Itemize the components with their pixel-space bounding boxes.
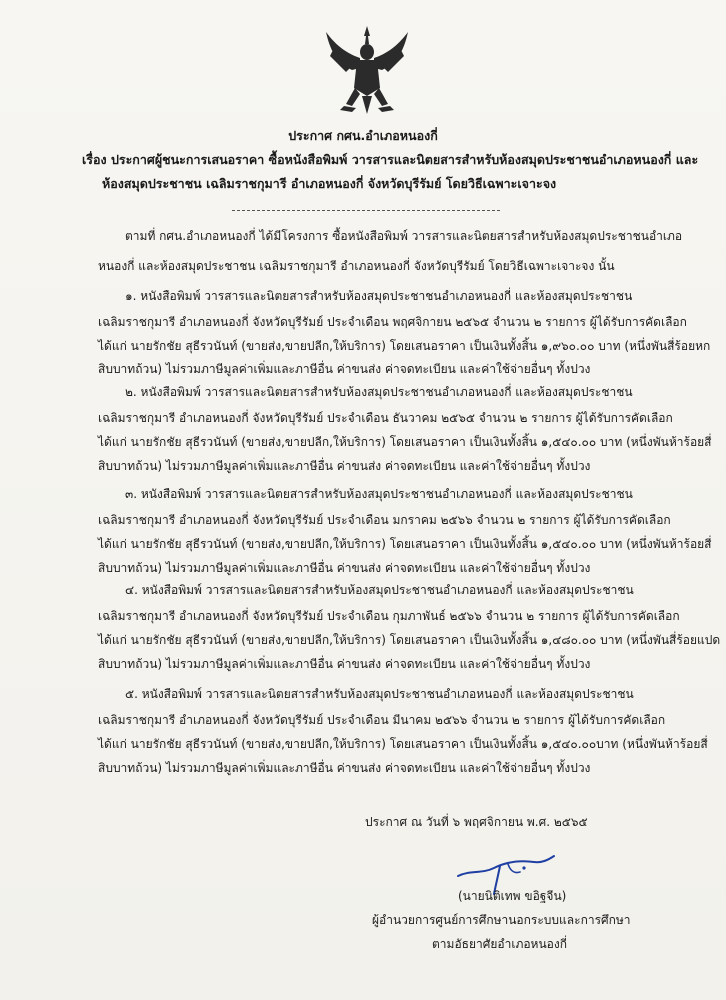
- item-line: เฉลิมราชกุมารี อำเภอหนองกี่ จังหวัดบุรีรัมย์ ประจำเดือน กุมภาพันธ์ ๒๕๖๖ จำนวน ๒ รายการ ผู้ได้รับการคัดเลือก: [98, 609, 680, 623]
- item-line: ๒. หนังสือพิมพ์ วารสารและนิตยสารสำหรับห้องสมุดประชาชนอำเภอหนองกี่ และห้องสมุดประชาชน: [125, 385, 633, 399]
- item-line: ได้แก่ นายรักชัย สุธีรวนันท์ (ขายส่ง,ขายปลีก,ให้บริการ) โดยเสนอราคา เป็นเงินทั้งสิ้น ๑,๕๔๐.๐๐ บาท (หนึ่งพันห้าร้อยสี่: [98, 537, 712, 551]
- subject-line-2: ห้องสมุดประชาชน เฉลิมราชกุมารี อำเภอหนองกี่ จังหวัดบุรีรัมย์ โดยวิธีเฉพาะเจาะจง: [102, 176, 557, 191]
- item-line: สิบบาทถ้วน) ไม่รวมภาษีมูลค่าเพิ่มและภาษีอื่น ค่าขนส่ง ค่าจดทะเบียน และค่าใช้จ่ายอื่นๆ ทั้งปวง: [98, 459, 591, 473]
- issuer-title: ประกาศ กศน.อำเภอหนองกี่: [288, 128, 438, 143]
- item-line: ได้แก่ นายรักชัย สุธีรวนันท์ (ขายส่ง,ขายปลีก,ให้บริการ) โดยเสนอราคา เป็นเงินทั้งสิ้น ๑,๕๔๐.๐๐ บาท (หนึ่งพันห้าร้อยสี่: [98, 435, 712, 449]
- item-line: สิบบาทถ้วน) ไม่รวมภาษีมูลค่าเพิ่มและภาษีอื่น ค่าขนส่ง ค่าจดทะเบียน และค่าใช้จ่ายอื่นๆ ทั้งปวง: [98, 657, 591, 671]
- announce-date: ประกาศ ณ วันที่ ๖ พฤศจิกายน พ.ศ. ๒๕๖๕: [365, 815, 588, 829]
- item-line: ๑. หนังสือพิมพ์ วารสารและนิตยสารสำหรับห้องสมุดประชาชนอำเภอหนองกี่ และห้องสมุดประชาชน: [125, 289, 633, 303]
- intro-line-2: หนองกี่ และห้องสมุดประชาชน เฉลิมราชกุมารี อำเภอหนองกี่ จังหวัดบุรีรัมย์ โดยวิธีเฉพาะเจาะจง นั้น: [98, 259, 615, 273]
- garuda-emblem-icon: [322, 22, 412, 122]
- item-line: ๓. หนังสือพิมพ์ วารสารและนิตยสารสำหรับห้องสมุดประชาชนอำเภอหนองกี่ และห้องสมุดประชาชน: [125, 487, 633, 501]
- item-line: เฉลิมราชกุมารี อำเภอหนองกี่ จังหวัดบุรีรัมย์ ประจำเดือน มีนาคม ๒๕๖๖ จำนวน ๒ รายการ ผู้ได้รับการคัดเลือก: [98, 713, 666, 727]
- item-line: สิบบาทถ้วน) ไม่รวมภาษีมูลค่าเพิ่มและภาษีอื่น ค่าขนส่ง ค่าจดทะเบียน และค่าใช้จ่ายอื่นๆ ทั้งปวง: [98, 761, 591, 775]
- item-line: เฉลิมราชกุมารี อำเภอหนองกี่ จังหวัดบุรีรัมย์ ประจำเดือน มกราคม ๒๕๖๖ จำนวน ๒ รายการ ผู้ได้รับการคัดเลือก: [98, 513, 671, 527]
- item-line: ได้แก่ นายรักชัย สุธีรวนันท์ (ขายส่ง,ขายปลีก,ให้บริการ) โดยเสนอราคา เป็นเงินทั้งสิ้น ๑,๙๖๐.๐๐ บาท (หนึ่งพันสี่ร้อยหก: [98, 339, 711, 353]
- item-line: ได้แก่ นายรักชัย สุธีรวนันท์ (ขายส่ง,ขายปลีก,ให้บริการ) โดยเสนอราคา เป็นเงินทั้งสิ้น ๑,๔๘๐.๐๐ บาท (หนึ่งพันสี่ร้อยแปด: [98, 633, 721, 647]
- item-line: ๔. หนังสือพิมพ์ วารสารและนิตยสารสำหรับห้องสมุดประชาชนอำเภอหนองกี่ และห้องสมุดประชาชน: [125, 583, 634, 597]
- signer-title-line-1: ผู้อำนวยการศูนย์การศึกษานอกระบบและการศึกษา: [372, 913, 631, 927]
- signer-title-line-2: ตามอัธยาศัยอำเภอหนองกี่: [432, 937, 567, 951]
- item-line: ๕. หนังสือพิมพ์ วารสารและนิตยสารสำหรับห้องสมุดประชาชนอำเภอหนองกี่ และห้องสมุดประชาชน: [125, 687, 634, 701]
- subject-line-1: เรื่อง ประกาศผู้ชนะการเสนอราคา ซื้อหนังสือพิมพ์ วารสารและนิตยสารสำหรับห้องสมุดประชาชนอำเภอหนองกี่ และ: [82, 152, 699, 167]
- divider: [232, 210, 500, 211]
- item-line: เฉลิมราชกุมารี อำเภอหนองกี่ จังหวัดบุรีรัมย์ ประจำเดือน พฤศจิกายน ๒๕๖๕ จำนวน ๒ รายการ ผู้ได้รับการคัดเลือก: [98, 315, 687, 329]
- item-line: สิบบาทถ้วน) ไม่รวมภาษีมูลค่าเพิ่มและภาษีอื่น ค่าขนส่ง ค่าจดทะเบียน และค่าใช้จ่ายอื่นๆ ทั้งปวง: [98, 362, 591, 376]
- signer-name: (นายนิติเทพ ขอิฐจีน): [458, 889, 567, 903]
- item-line: เฉลิมราชกุมารี อำเภอหนองกี่ จังหวัดบุรีรัมย์ ประจำเดือน ธันวาคม ๒๕๖๕ จำนวน ๒ รายการ ผู้ได้รับการคัดเลือก: [98, 411, 673, 425]
- item-line: ได้แก่ นายรักชัย สุธีรวนันท์ (ขายส่ง,ขายปลีก,ให้บริการ) โดยเสนอราคา เป็นเงินทั้งสิ้น ๑,๕๔๐.๐๐บาท (หนึ่งพันห้าร้อยสี่: [98, 737, 708, 751]
- item-line: สิบบาทถ้วน) ไม่รวมภาษีมูลค่าเพิ่มและภาษีอื่น ค่าขนส่ง ค่าจดทะเบียน และค่าใช้จ่ายอื่นๆ ทั้งปวง: [98, 561, 591, 575]
- intro-line-1: ตามที่ กศน.อำเภอหนองกี่ ได้มีโครงการ ซื้อหนังสือพิมพ์ วารสารและนิตยสารสำหรับห้องสมุดประชาชนอำเภอ: [125, 229, 683, 243]
